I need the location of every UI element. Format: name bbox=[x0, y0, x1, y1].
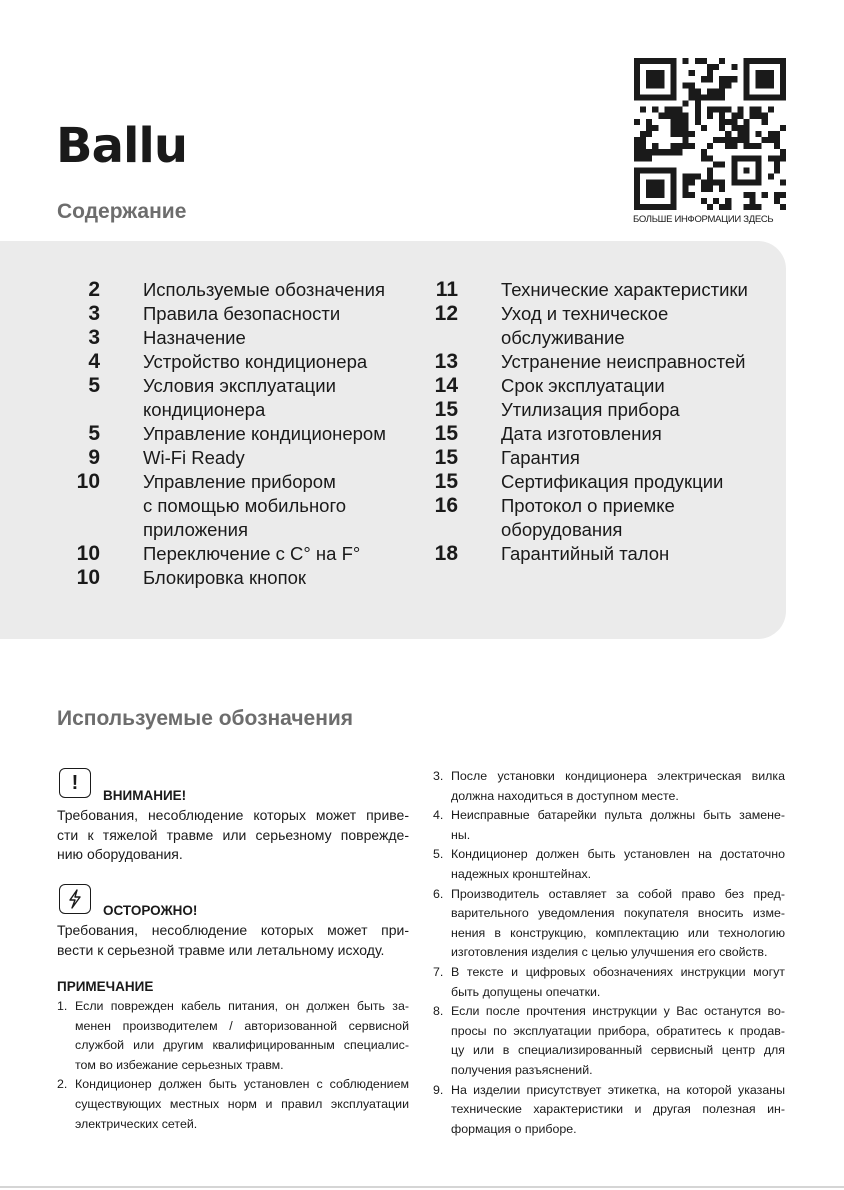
note-item-number: 5. bbox=[433, 847, 444, 862]
qr-code-image bbox=[634, 58, 786, 210]
note-item-number: 6. bbox=[433, 886, 444, 901]
note-item-line: электрических сетей. bbox=[75, 1116, 198, 1131]
toc-title-line: обслуживание bbox=[501, 327, 625, 348]
toc-entry-title bbox=[143, 302, 340, 326]
note-item-line: существующих местных норм и правил эксплуатации bbox=[75, 1096, 409, 1111]
toc-title-line: Назначение bbox=[143, 327, 246, 348]
toc-page-number: 5 bbox=[88, 374, 100, 397]
note-item-line: цу или в специализированный сервисный центр для bbox=[451, 1043, 785, 1058]
toc-title-line: Протокол о приемке bbox=[501, 495, 675, 516]
toc-title-line: Сертификация продукции bbox=[501, 471, 724, 492]
toc-entry[interactable] bbox=[418, 470, 788, 494]
note-item-line: быть допущены опечатки. bbox=[451, 984, 601, 999]
qr-caption: БОЛЬШЕ ИНФОРМАЦИИ ЗДЕСЬ bbox=[633, 214, 774, 225]
toc-entry-title bbox=[501, 470, 723, 494]
exclamation-icon: ! bbox=[59, 768, 91, 798]
contents-heading: Содержание bbox=[57, 200, 187, 223]
note-item-line: варительного уведомления покупателя вносить изме- bbox=[451, 906, 785, 921]
page-bottom-rule bbox=[0, 1186, 844, 1188]
toc-page-number: 15 bbox=[434, 446, 458, 469]
toc-entry-title bbox=[143, 326, 246, 350]
toc-entry[interactable] bbox=[60, 350, 420, 374]
toc-entry-title bbox=[501, 302, 668, 350]
toc-title-line: Правила безопасности bbox=[143, 303, 341, 324]
toc-page-number: 10 bbox=[76, 470, 100, 493]
toc-title-line: Утилизация прибора bbox=[501, 399, 680, 420]
note-item-line: службой или другим квалифицированным специалис- bbox=[75, 1038, 409, 1053]
toc-title-line: Управление прибором bbox=[143, 471, 336, 492]
note-title: ПРИМЕЧАНИЕ bbox=[57, 979, 154, 994]
attention-text-line: Требования, несоблюдение которых может приве- bbox=[57, 807, 409, 823]
toc-page-number: 18 bbox=[434, 542, 458, 565]
note-item-line: Кондиционер должен быть установлен с соблюдением bbox=[75, 1077, 409, 1092]
toc-entry[interactable] bbox=[60, 422, 420, 446]
toc-entry[interactable] bbox=[60, 302, 420, 326]
note-item-number: 4. bbox=[433, 808, 444, 823]
note-item-line: получения разъяснений. bbox=[451, 1062, 593, 1077]
toc-title-line: кондиционера bbox=[143, 399, 266, 420]
toc-entry-title bbox=[143, 566, 306, 590]
note-item-line: На изделии присутствует этикетка, на которой указаны bbox=[451, 1082, 785, 1097]
note-item-number: 9. bbox=[433, 1082, 444, 1097]
toc-title-line: Устройство кондиционера bbox=[143, 351, 368, 372]
toc-page-number: 15 bbox=[434, 470, 458, 493]
caution-title: ОСТОРОЖНО! bbox=[103, 903, 198, 918]
toc-entry[interactable] bbox=[60, 542, 420, 566]
note-item-line: том во избежание серьезных травм. bbox=[75, 1057, 284, 1072]
note-list-item bbox=[433, 1081, 785, 1140]
toc-entry[interactable] bbox=[60, 470, 420, 542]
toc-entry-title bbox=[143, 350, 367, 374]
toc-page-number: 5 bbox=[88, 422, 100, 445]
note-item-line: нения в конструкцию, комплектацию или технологию bbox=[451, 925, 785, 940]
note-item-line: должна находиться в доступном месте. bbox=[451, 788, 679, 803]
toc-entry-title bbox=[143, 422, 386, 446]
note-item-line: В тексте и цифровых обозначениях инструкции могут bbox=[451, 964, 785, 979]
note-item-number: 1. bbox=[57, 999, 68, 1013]
toc-entry[interactable] bbox=[60, 326, 420, 350]
attention-text bbox=[57, 806, 409, 865]
toc-entry-title bbox=[143, 542, 360, 566]
note-list-item bbox=[57, 1075, 409, 1134]
caution-text-line: вести к серьезной травме или летальному исходу. bbox=[57, 941, 385, 958]
note-list-item bbox=[433, 963, 785, 1002]
toc-entry-title bbox=[501, 422, 662, 446]
toc-page-number: 11 bbox=[435, 278, 458, 301]
toc-entry[interactable] bbox=[60, 374, 420, 422]
toc-title-line: с помощью мобильного bbox=[143, 495, 347, 516]
note-list-item bbox=[433, 1002, 785, 1080]
note-item-line: Производитель оставляет за собой право без пред- bbox=[451, 886, 785, 901]
toc-entry-title bbox=[143, 446, 245, 470]
note-item-line: Неисправные батарейки пульта должны быть замене- bbox=[451, 808, 785, 823]
toc-page-number: 10 bbox=[76, 566, 100, 589]
toc-page-number: 16 bbox=[434, 494, 458, 517]
lightning-icon bbox=[59, 884, 91, 914]
toc-title-line: Переключение с C° на F° bbox=[143, 543, 361, 564]
toc-entry[interactable] bbox=[418, 398, 788, 422]
toc-title-line: Гарантия bbox=[501, 447, 580, 468]
note-list-item bbox=[433, 767, 785, 806]
caution-text-line: Требования, несоблюдение которых может при- bbox=[57, 922, 409, 938]
toc-page-number: 2 bbox=[88, 278, 100, 301]
note-item-line: Если поврежден кабель питания, он должен быть за- bbox=[75, 999, 409, 1013]
toc-entry-title bbox=[501, 542, 669, 566]
note-list-right bbox=[433, 767, 785, 1139]
toc-page-number: 4 bbox=[88, 350, 100, 373]
note-item-line: формация о приборе. bbox=[451, 1121, 577, 1136]
note-list-item bbox=[433, 885, 785, 963]
toc-right-column bbox=[418, 278, 788, 566]
note-list-item bbox=[57, 997, 409, 1075]
toc-entry-title bbox=[501, 278, 748, 302]
note-item-number: 3. bbox=[433, 769, 444, 783]
note-item-line: изготовления изделия с целью улучшения его свойств. bbox=[451, 945, 768, 960]
toc-entry[interactable] bbox=[60, 566, 420, 590]
toc-page-number: 3 bbox=[88, 302, 100, 325]
toc-entry-title bbox=[143, 470, 346, 542]
attention-title: ВНИМАНИЕ! bbox=[103, 788, 187, 803]
toc-title-line: Дата изготовления bbox=[501, 423, 662, 444]
toc-entry[interactable] bbox=[418, 494, 788, 542]
toc-title-line: Условия эксплуатации bbox=[143, 375, 336, 396]
toc-title-line: Уход и техническое bbox=[501, 303, 669, 324]
toc-entry[interactable] bbox=[418, 302, 788, 350]
toc-entry[interactable] bbox=[418, 542, 788, 566]
attention-text-line: нию оборудования. bbox=[57, 846, 183, 862]
toc-entry-title bbox=[501, 350, 745, 374]
caution-text bbox=[57, 921, 409, 960]
toc-title-line: Устранение неисправностей bbox=[501, 351, 746, 372]
toc-entry-title bbox=[501, 374, 665, 398]
toc-page-number: 15 bbox=[434, 398, 458, 421]
note-item-line: Если после прочтения инструкции у Вас останутся во- bbox=[451, 1004, 785, 1019]
note-item-number: 8. bbox=[433, 1004, 444, 1019]
toc-title-line: Используемые обозначения bbox=[143, 279, 385, 300]
attention-text-line: сти к тяжелой травме или серьезному поврежде- bbox=[57, 826, 409, 843]
toc-title-line: оборудования bbox=[501, 519, 623, 540]
note-item-line: технические характеристики и другая полезная ин- bbox=[451, 1102, 785, 1117]
toc-left-column bbox=[60, 278, 420, 590]
toc-page-number: 13 bbox=[434, 350, 458, 373]
note-item-number: 2. bbox=[57, 1077, 68, 1092]
toc-entry[interactable] bbox=[418, 278, 788, 302]
toc-title-line: Срок эксплуатации bbox=[501, 375, 665, 396]
note-item-number: 7. bbox=[433, 964, 444, 979]
toc-entry[interactable] bbox=[60, 278, 420, 302]
note-item-line: менен производителем / авторизованной сервисной bbox=[75, 1018, 409, 1033]
toc-entry[interactable] bbox=[418, 422, 788, 446]
toc-entry-title bbox=[501, 398, 680, 422]
toc-page-number: 3 bbox=[88, 326, 100, 349]
toc-page-number: 14 bbox=[434, 374, 458, 397]
toc-entry[interactable] bbox=[418, 350, 788, 374]
toc-entry[interactable] bbox=[418, 446, 788, 470]
toc-title-line: Управление кондиционером bbox=[143, 423, 386, 444]
ballu-logo: Ballu bbox=[56, 118, 188, 174]
section-heading: Используемые обозначения bbox=[57, 707, 354, 730]
toc-title-line: Wi-Fi Ready bbox=[143, 447, 245, 468]
toc-entry-title bbox=[501, 494, 675, 542]
toc-entry-title bbox=[143, 374, 336, 422]
toc-title-line: Гарантийный талон bbox=[501, 543, 670, 564]
note-item-line: ны. bbox=[451, 827, 471, 842]
note-item-line: надежных кронштейнах. bbox=[451, 866, 592, 881]
toc-page-number: 9 bbox=[88, 446, 100, 469]
toc-page-number: 12 bbox=[434, 302, 458, 325]
toc-page-number: 15 bbox=[434, 422, 458, 445]
toc-page-number: 10 bbox=[76, 542, 100, 565]
note-list-left bbox=[57, 997, 409, 1134]
toc-entry[interactable] bbox=[60, 446, 420, 470]
toc-title-line: Технические характеристики bbox=[501, 279, 748, 300]
toc-entry[interactable] bbox=[418, 374, 788, 398]
toc-title-line: Блокировка кнопок bbox=[143, 567, 306, 588]
note-item-line: После установки кондиционера электрическая вилка bbox=[451, 769, 785, 783]
toc-entry-title bbox=[501, 446, 580, 470]
toc-entry-title bbox=[143, 278, 385, 302]
note-list-item bbox=[433, 845, 785, 884]
note-item-line: Кондиционер должен быть установлен на достаточно bbox=[451, 847, 785, 862]
note-list-item bbox=[433, 806, 785, 845]
toc-title-line: приложения bbox=[143, 519, 248, 540]
note-item-line: просы по эксплуатации прибора, обратитесь к продав- bbox=[451, 1023, 785, 1038]
